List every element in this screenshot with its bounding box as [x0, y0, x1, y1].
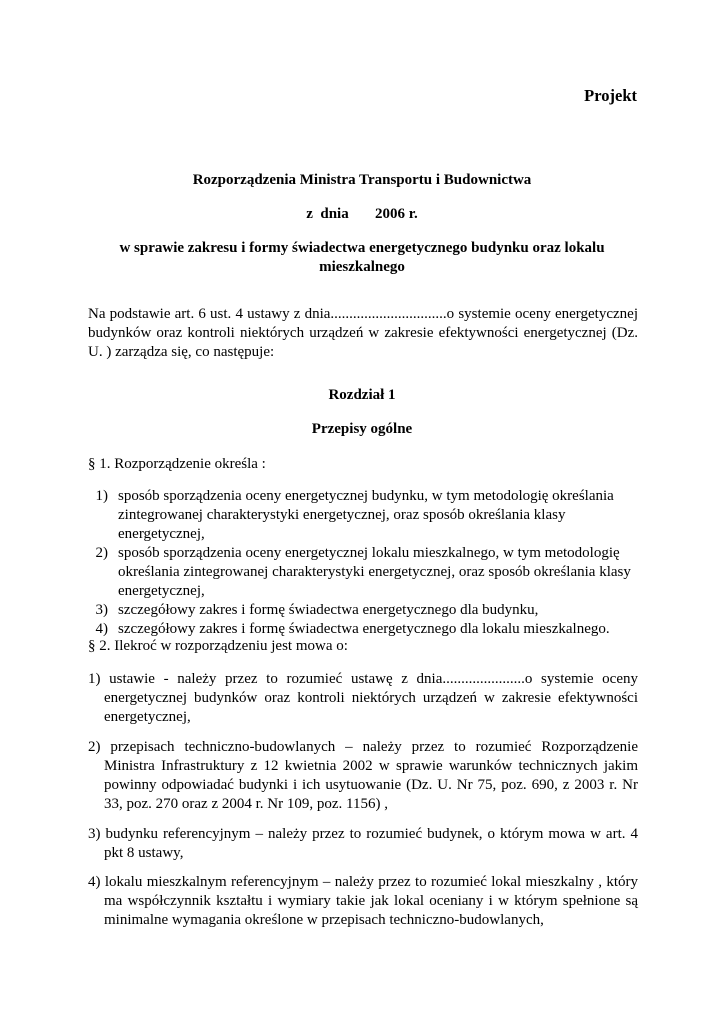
chapter-number: Rozdział 1: [328, 387, 396, 403]
list-item: 1) sposób sporządzenia oceny energetycznej budynku, w tym metodologię określania zintegrowanej charakterystyki energetycznej, oraz sposób określania klasy energetycznej,: [95, 488, 614, 542]
regulation-subject: w sprawie zakresu i formy świadectwa energetycznego budynku oraz lokalu mieszkalnego: [119, 240, 605, 275]
section-1-list: [88, 487, 638, 639]
definition-item: 1) ustawie - należy przez to rozumieć ustawę z dnia......................o systemie oceny energetycznej budynków oraz kontroli niektórych urządzeń w zakresie efektywności energetycznej,: [88, 671, 638, 725]
preamble-paragraph: Na podstawie art. 6 ust. 4 ustawy z dnia...............................o systemie oceny energetycznej budynków oraz kontroli niektórych urządzeń w zakresie efektywności energetycznej (Dz. U. ) zarządza się, co następuje:: [88, 306, 638, 360]
chapter-title: Przepisy ogólne: [311, 421, 413, 437]
list-item: 3) szczegółowy zakres i formę świadectwa energetycznego dla budynku,: [95, 602, 539, 618]
regulation-date: z dnia 2006 r.: [306, 206, 418, 222]
list-item: 4) szczegółowy zakres i formę świadectwa energetycznego dla lokalu mieszkalnego.: [95, 621, 610, 637]
section-2-heading: § 2. Ilekroć w rozporządzeniu jest mowa o:: [88, 638, 348, 654]
list-item: 2) sposób sporządzenia oceny energetycznej lokalu mieszkalnego, w tym metodologię określania zintegrowanej charakterystyki energetycznej, oraz sposób określania klasy energetycznej,: [95, 545, 631, 599]
definition-item: 3) budynku referencyjnym – należy przez to rozumieć budynek, o którym mowa w art. 4 pkt 8 ustawy,: [88, 826, 638, 861]
projekt-label: Projekt: [584, 86, 637, 105]
regulation-title: Rozporządzenia Ministra Transportu i Budownictwa: [192, 172, 532, 188]
section-1-heading: § 1. Rozporządzenie określa :: [88, 456, 266, 472]
definition-item: 4) lokalu mieszkalnym referencyjnym – należy przez to rozumieć lokal mieszkalny , który ma współczynnik kształtu i wymiary takie jak lokal oceniany i w którym spełnione są minimalne wymagania określone w przepisach techniczno-budowlanych,: [88, 874, 638, 928]
definition-item: 2) przepisach techniczno-budowlanych – należy przez to rozumieć Rozporządzenie Ministra Infrastruktury z 12 kwietnia 2002 w sprawie warunków technicznych jakim powinny odpowiadać budynki i ich usytuowanie (Dz. U. Nr 75, poz. 690, z 2003 r. Nr 33, poz. 270 oraz z 2004 r. Nr 109, poz. 1156) ,: [88, 739, 638, 812]
